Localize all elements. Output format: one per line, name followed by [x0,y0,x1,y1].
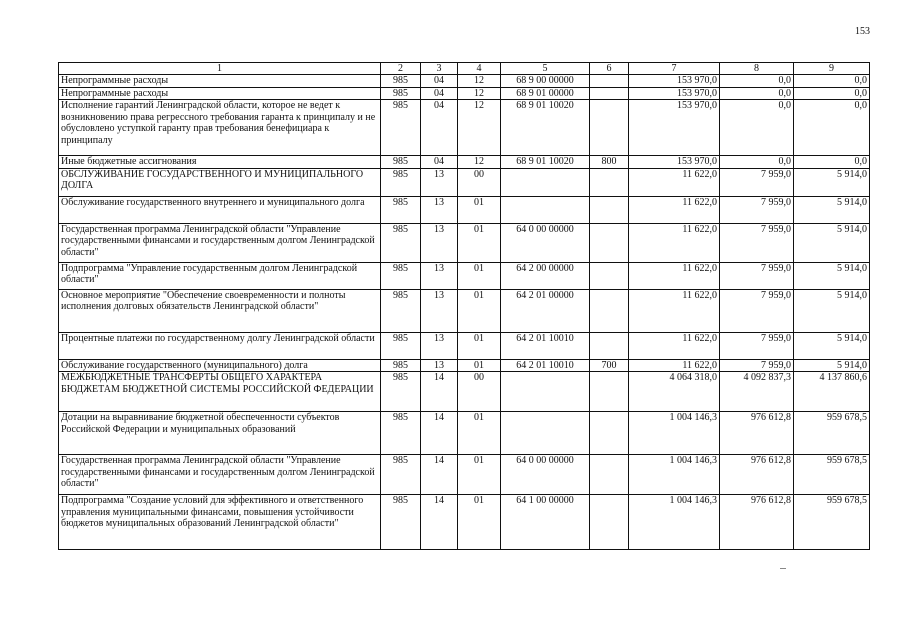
row-value-cell: 7 959,0 [720,332,794,359]
row-value-cell: 7 959,0 [720,289,794,332]
row-code-cell: 985 [381,455,421,495]
row-target-article-cell: 64 2 01 10010 [501,332,590,359]
row-name-cell: Иные бюджетные ассигнования [59,156,381,169]
column-header: 3 [421,63,458,75]
row-value-cell: 7 959,0 [720,223,794,262]
row-name-cell: Обслуживание государственного внутреннего и муниципального долга [59,196,381,223]
row-subsection-cell: 01 [458,262,501,289]
table-row [59,156,870,169]
row-expense-type-cell [590,223,629,262]
row-value-cell: 5 914,0 [794,223,870,262]
row-section-cell: 14 [421,372,458,412]
row-expense-type-cell [590,289,629,332]
row-name-cell: Дотации на выравнивание бюджетной обеспеченности субъектов Российской Федерации и муниципальных образований [59,412,381,455]
scan-mark [780,568,786,569]
row-subsection-cell: 00 [458,372,501,412]
table-row [59,196,870,223]
row-value-cell: 5 914,0 [794,196,870,223]
row-code-cell: 985 [381,100,421,156]
row-subsection-cell: 00 [458,168,501,196]
row-expense-type-cell [590,332,629,359]
row-expense-type-cell [590,168,629,196]
row-subsection-cell: 01 [458,412,501,455]
row-target-article-cell: 64 0 00 00000 [501,455,590,495]
row-subsection-cell: 01 [458,359,501,372]
table-header-row [59,63,870,75]
table-row [59,455,870,495]
table-body [59,75,870,550]
row-value-cell: 0,0 [794,156,870,169]
row-section-cell: 13 [421,332,458,359]
row-target-article-cell [501,196,590,223]
row-expense-type-cell [590,262,629,289]
row-value-cell: 153 970,0 [629,156,720,169]
row-expense-type-cell [590,372,629,412]
table-row [59,289,870,332]
table-row [59,372,870,412]
row-section-cell: 13 [421,262,458,289]
row-section-cell: 04 [421,87,458,100]
row-expense-type-cell [590,75,629,88]
row-value-cell: 7 959,0 [720,196,794,223]
row-section-cell: 14 [421,455,458,495]
row-section-cell: 04 [421,100,458,156]
row-value-cell: 0,0 [720,87,794,100]
row-section-cell: 13 [421,289,458,332]
table-row [59,100,870,156]
row-value-cell: 1 004 146,3 [629,455,720,495]
row-section-cell: 13 [421,359,458,372]
row-name-cell: Исполнение гарантий Ленинградской области, которое не ведет к возникновению права регрессного требования гаранта к принципалу и не обусловлено уступкой гаранту прав требования бенефициара к принципалу [59,100,381,156]
row-value-cell: 5 914,0 [794,289,870,332]
row-subsection-cell: 01 [458,455,501,495]
row-code-cell: 985 [381,495,421,550]
row-target-article-cell: 64 1 00 00000 [501,495,590,550]
row-code-cell: 985 [381,223,421,262]
row-subsection-cell: 01 [458,289,501,332]
row-target-article-cell [501,412,590,455]
row-subsection-cell: 01 [458,196,501,223]
table-row [59,75,870,88]
row-value-cell: 4 137 860,6 [794,372,870,412]
row-value-cell: 153 970,0 [629,75,720,88]
row-name-cell: Процентные платежи по государственному долгу Ленинградской области [59,332,381,359]
row-target-article-cell: 64 2 01 10010 [501,359,590,372]
row-name-cell: МЕЖБЮДЖЕТНЫЕ ТРАНСФЕРТЫ ОБЩЕГО ХАРАКТЕРА БЮДЖЕТАМ БЮДЖЕТНОЙ СИСТЕМЫ РОССИЙСКОЙ ФЕДЕРАЦИИ [59,372,381,412]
row-value-cell: 11 622,0 [629,262,720,289]
table-row [59,87,870,100]
row-value-cell: 7 959,0 [720,168,794,196]
table-row [59,495,870,550]
row-expense-type-cell [590,100,629,156]
row-code-cell: 985 [381,75,421,88]
row-subsection-cell: 01 [458,223,501,262]
row-target-article-cell: 68 9 01 10020 [501,100,590,156]
row-value-cell: 11 622,0 [629,196,720,223]
row-section-cell: 14 [421,495,458,550]
row-value-cell: 0,0 [720,100,794,156]
row-subsection-cell: 12 [458,100,501,156]
row-target-article-cell: 68 9 00 00000 [501,75,590,88]
row-code-cell: 985 [381,332,421,359]
row-code-cell: 985 [381,196,421,223]
row-value-cell: 1 004 146,3 [629,495,720,550]
row-section-cell: 04 [421,156,458,169]
row-target-article-cell: 64 2 00 00000 [501,262,590,289]
column-header: 9 [794,63,870,75]
row-value-cell: 959 678,5 [794,495,870,550]
row-value-cell: 0,0 [720,156,794,169]
table-row [59,359,870,372]
row-section-cell: 04 [421,75,458,88]
budget-table [58,62,870,550]
table-row [59,168,870,196]
row-value-cell: 11 622,0 [629,168,720,196]
row-value-cell: 7 959,0 [720,359,794,372]
row-name-cell: Подпрограмма "Управление государственным долгом Ленинградской области" [59,262,381,289]
row-target-article-cell [501,372,590,412]
row-value-cell: 153 970,0 [629,87,720,100]
column-header: 6 [590,63,629,75]
row-value-cell: 11 622,0 [629,359,720,372]
row-section-cell: 13 [421,223,458,262]
row-code-cell: 985 [381,87,421,100]
column-header: 1 [59,63,381,75]
row-code-cell: 985 [381,412,421,455]
row-expense-type-cell: 700 [590,359,629,372]
row-value-cell: 11 622,0 [629,332,720,359]
column-header: 5 [501,63,590,75]
row-value-cell: 5 914,0 [794,168,870,196]
row-value-cell: 1 004 146,3 [629,412,720,455]
row-name-cell: Непрограммные расходы [59,87,381,100]
row-value-cell: 11 622,0 [629,289,720,332]
row-name-cell: Подпрограмма "Создание условий для эффективного и ответственного управления муниципальными финансами, повышения устойчивости бюджетов муниципальных образований Ленинградской области" [59,495,381,550]
row-target-article-cell: 64 0 00 00000 [501,223,590,262]
row-value-cell: 959 678,5 [794,412,870,455]
row-target-article-cell: 64 2 01 00000 [501,289,590,332]
row-subsection-cell: 12 [458,75,501,88]
row-code-cell: 985 [381,359,421,372]
row-code-cell: 985 [381,262,421,289]
row-subsection-cell: 01 [458,332,501,359]
row-section-cell: 13 [421,168,458,196]
row-expense-type-cell [590,412,629,455]
row-target-article-cell: 68 9 01 00000 [501,87,590,100]
row-value-cell: 5 914,0 [794,359,870,372]
table-row [59,412,870,455]
row-value-cell: 959 678,5 [794,455,870,495]
row-subsection-cell: 12 [458,156,501,169]
column-header: 2 [381,63,421,75]
row-value-cell: 0,0 [720,75,794,88]
row-value-cell: 0,0 [794,75,870,88]
row-value-cell: 153 970,0 [629,100,720,156]
row-expense-type-cell [590,196,629,223]
row-name-cell: Обслуживание государственного (муниципального) долга [59,359,381,372]
row-value-cell: 976 612,8 [720,412,794,455]
row-name-cell: Государственная программа Ленинградской области "Управление государственными финансами и государственным долгом Ленинградской области" [59,455,381,495]
row-value-cell: 0,0 [794,87,870,100]
row-target-article-cell [501,168,590,196]
row-name-cell: Основное мероприятие "Обеспечение своевременности и полноты исполнения долговых обязательств Ленинградской области" [59,289,381,332]
row-value-cell: 976 612,8 [720,495,794,550]
row-name-cell: Непрограммные расходы [59,75,381,88]
page-number: 153 [855,26,870,37]
row-name-cell: ОБСЛУЖИВАНИЕ ГОСУДАРСТВЕННОГО И МУНИЦИПАЛЬНОГО ДОЛГА [59,168,381,196]
row-code-cell: 985 [381,372,421,412]
row-value-cell: 11 622,0 [629,223,720,262]
row-code-cell: 985 [381,156,421,169]
row-value-cell: 4 064 318,0 [629,372,720,412]
row-subsection-cell: 12 [458,87,501,100]
row-expense-type-cell [590,455,629,495]
table-row [59,332,870,359]
row-value-cell: 7 959,0 [720,262,794,289]
table-row [59,223,870,262]
row-code-cell: 985 [381,168,421,196]
row-name-cell: Государственная программа Ленинградской области "Управление государственными финансами и государственным долгом Ленинградской области" [59,223,381,262]
row-section-cell: 14 [421,412,458,455]
row-expense-type-cell [590,87,629,100]
row-value-cell: 0,0 [794,100,870,156]
column-header: 4 [458,63,501,75]
row-value-cell: 976 612,8 [720,455,794,495]
column-header: 7 [629,63,720,75]
column-header: 8 [720,63,794,75]
row-subsection-cell: 01 [458,495,501,550]
row-code-cell: 985 [381,289,421,332]
row-value-cell: 4 092 837,3 [720,372,794,412]
row-value-cell: 5 914,0 [794,262,870,289]
row-target-article-cell: 68 9 01 10020 [501,156,590,169]
table-row [59,262,870,289]
row-expense-type-cell: 800 [590,156,629,169]
row-expense-type-cell [590,495,629,550]
row-value-cell: 5 914,0 [794,332,870,359]
row-section-cell: 13 [421,196,458,223]
